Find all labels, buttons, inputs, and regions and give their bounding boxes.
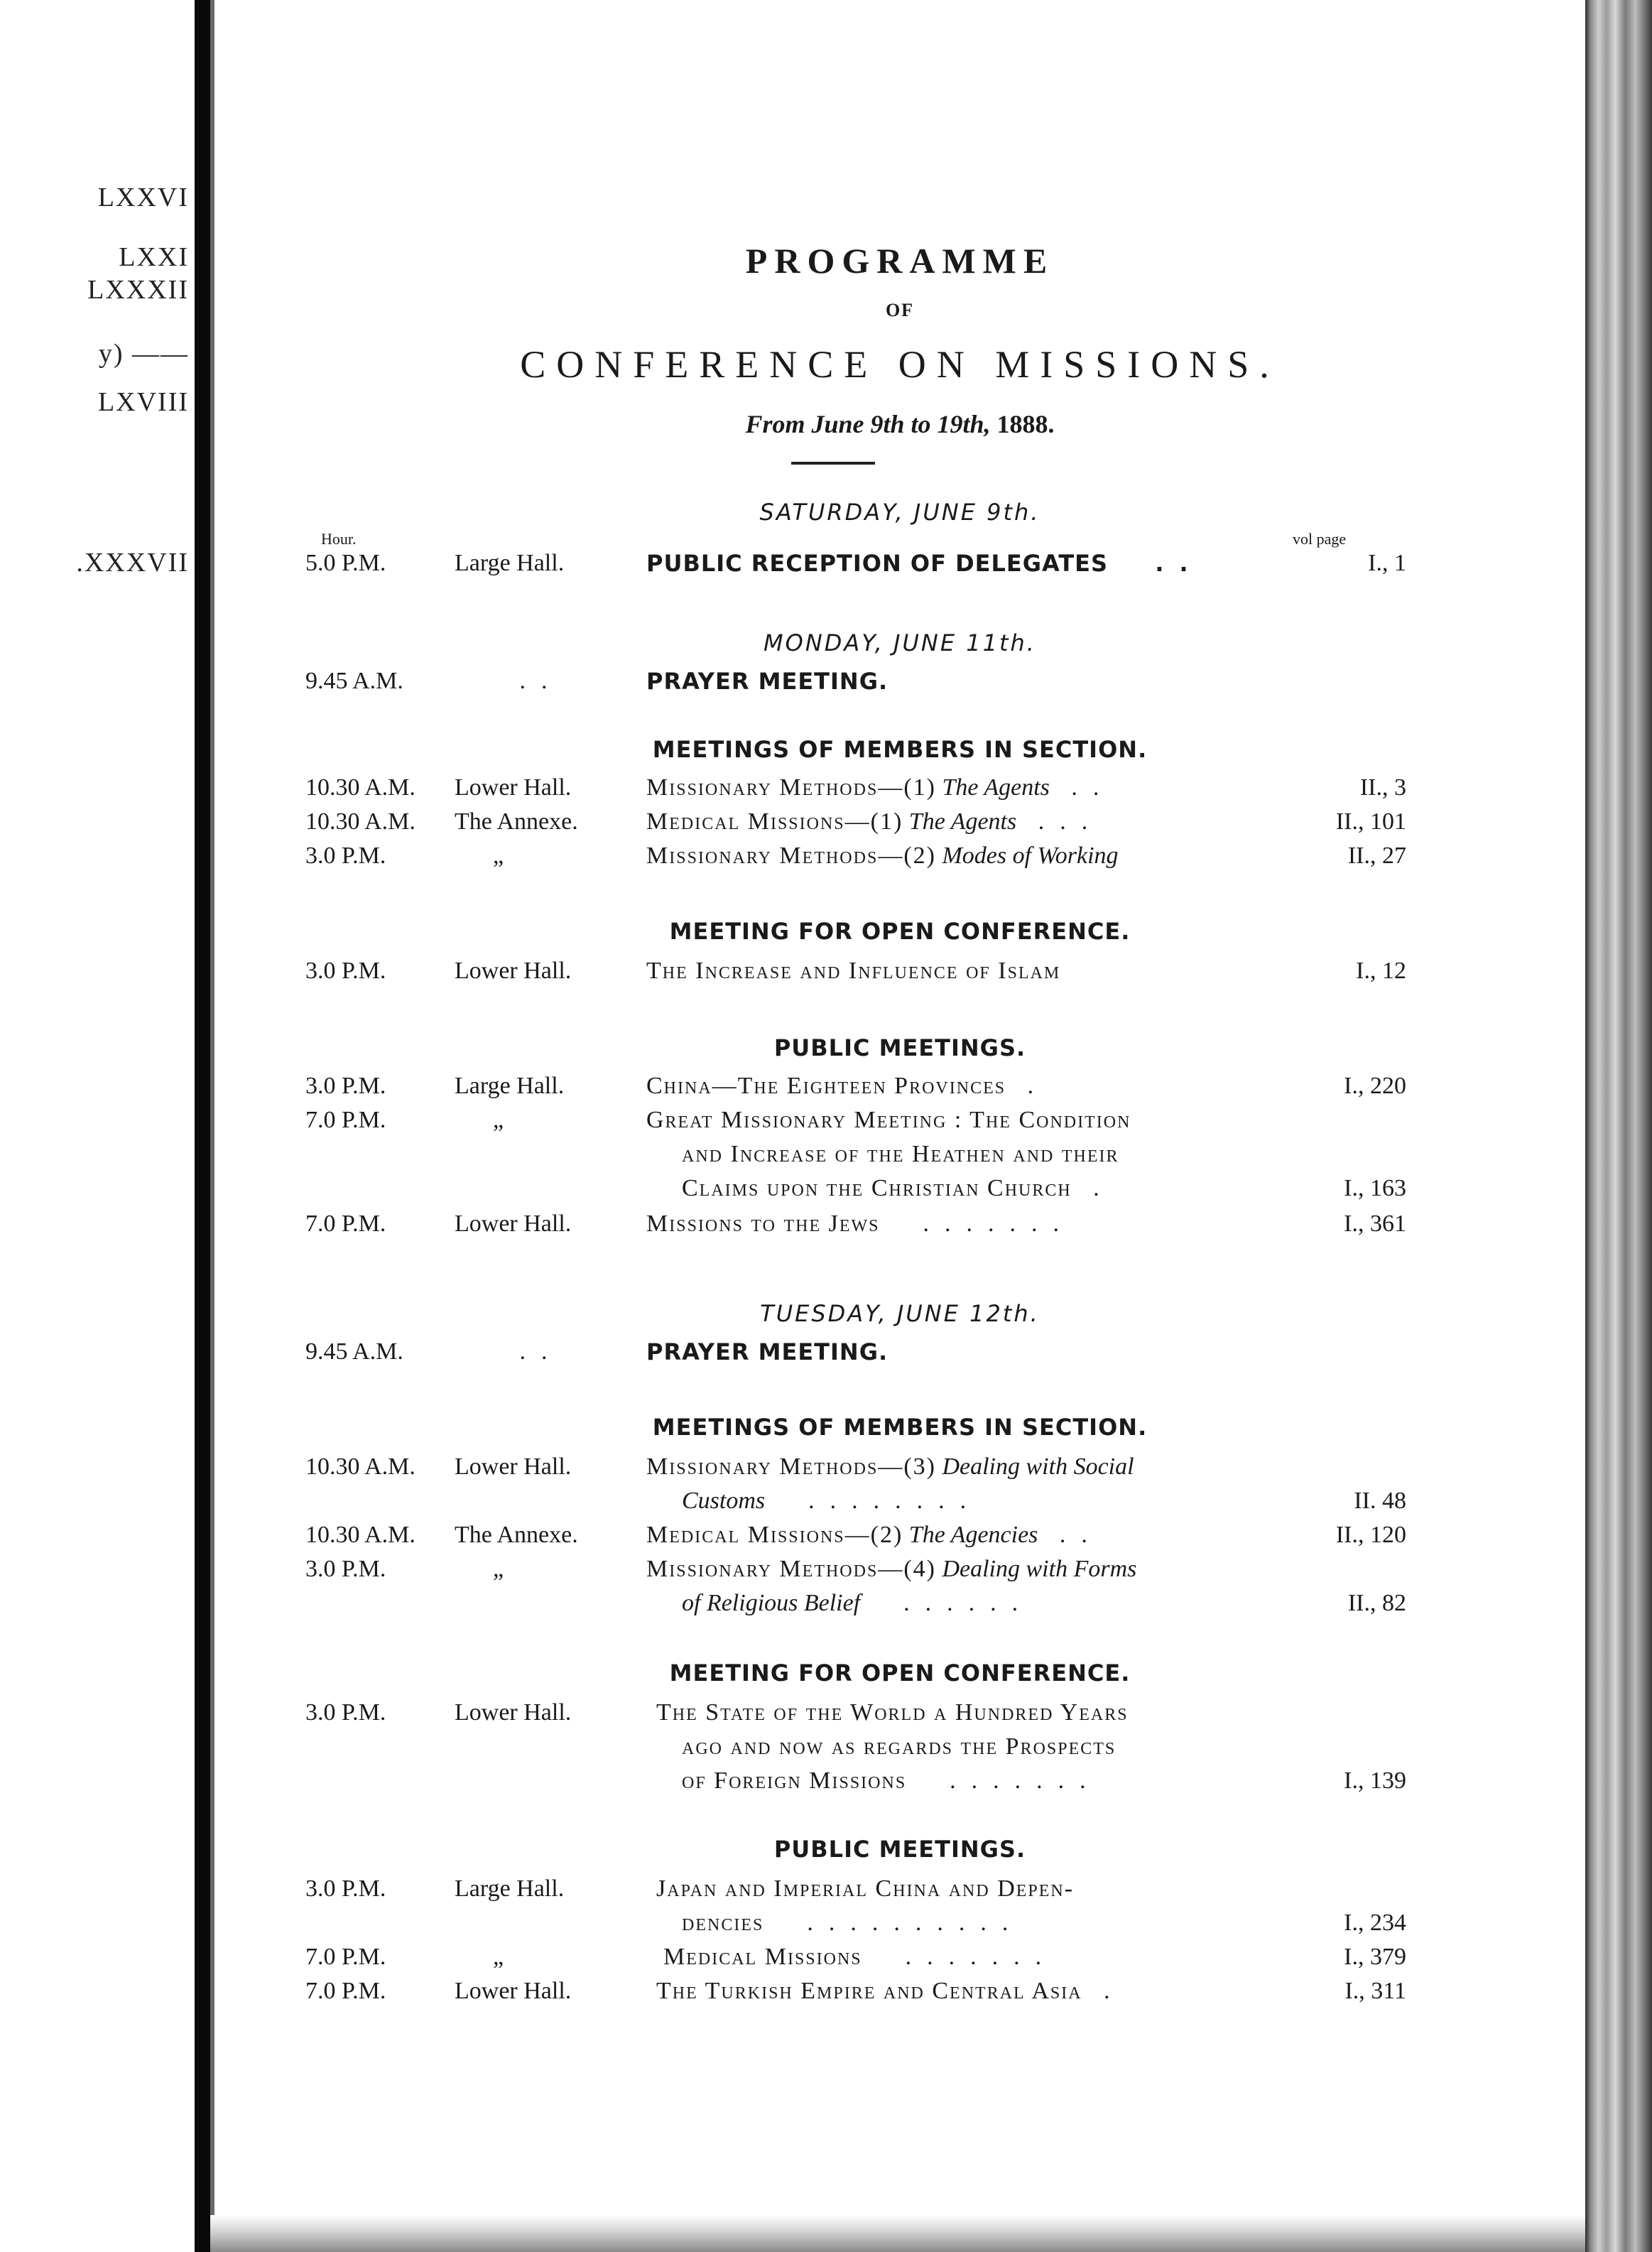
row-topic: Modes of Working [942, 843, 1119, 869]
row-time: 7.0 P.M. [305, 1211, 386, 1237]
row-ref: I., 139 [1344, 1768, 1406, 1794]
row-time: 3.0 P.M. [305, 843, 386, 869]
row-topic: The Agencies [908, 1522, 1038, 1548]
row-time: 10.30 A.M. [305, 774, 415, 801]
row-title-line: of Foreign Missions ....... [682, 1768, 1102, 1794]
row-place: „ [493, 1556, 504, 1582]
row-title: Missionary Methods—(1) The Agents .. [646, 774, 1115, 801]
row-topic-line: of Religious Belief [682, 1590, 861, 1616]
row-place: Lower Hall. [455, 1211, 572, 1237]
title-connector: OF [885, 300, 915, 320]
row-time: 7.0 P.M. [305, 1978, 386, 2004]
row-place-dots: .. [455, 1338, 563, 1365]
section-heading: MEETING FOR OPEN CONFERENCE. [669, 918, 1131, 945]
row-time: 10.30 A.M. [305, 1453, 415, 1480]
row-ref: II., 3 [1359, 774, 1406, 801]
row-place: Lower Hall. [455, 958, 572, 984]
section-heading: MEETINGS OF MEMBERS IN SECTION. [652, 1414, 1148, 1441]
row-title-text: Medical Missions [663, 1944, 862, 1970]
row-title-text: Missions to the Jews [646, 1211, 880, 1237]
row-title: The Turkish Empire and Central Asia . [656, 1978, 1126, 2004]
row-time: 3.0 P.M. [305, 1073, 386, 1099]
row-title: China—The Eighteen Provinces . [646, 1073, 1050, 1099]
book-gutter-shadow [210, 0, 214, 2252]
section-heading: PUBLIC MEETINGS. [773, 1836, 1026, 1863]
margin-numeral: LXXVI [97, 183, 189, 212]
row-title-line-text: of Foreign Missions [682, 1768, 907, 1794]
row-place: Large Hall. [455, 1073, 565, 1099]
row-title-line-text: dencies [682, 1910, 764, 1936]
row-title-text: Medical Missions—(1) [646, 808, 903, 835]
margin-numeral: LXXXII [87, 275, 189, 305]
row-ref: II., 120 [1335, 1522, 1406, 1548]
row-title-line-text: Claims upon the Christian Church [682, 1175, 1072, 1201]
row-title-text: Missionary Methods—(4) [646, 1556, 936, 1582]
row-place: Large Hall. [455, 1875, 565, 1902]
row-ref: I., 12 [1356, 958, 1406, 984]
dates-text: From June 9th to 19th, [745, 410, 991, 438]
row-ref: I., 220 [1344, 1073, 1406, 1099]
book-gutter [195, 0, 210, 2252]
row-title-text: Missionary Methods—(1) [646, 774, 936, 801]
row-topic: Dealing with Social [942, 1453, 1134, 1480]
row-title-text: Missionary Methods—(3) [646, 1453, 936, 1480]
row-time: 9.45 A.M. [305, 668, 403, 694]
row-title: PRAYER MEETING. [646, 1338, 889, 1365]
row-place: Lower Hall. [455, 1978, 572, 2004]
row-time: 10.30 A.M. [305, 1522, 415, 1548]
row-topic: Dealing with Forms [942, 1556, 1137, 1582]
row-title: Great Missionary Meeting : The Condition [646, 1107, 1131, 1133]
row-title-text: Missionary Methods—(2) [646, 843, 936, 869]
row-time: 3.0 P.M. [305, 1875, 386, 1902]
row-topic: The Agents [908, 808, 1017, 835]
row-title [646, 843, 1357, 870]
row-title-line: of Religious Belief ...... [682, 1590, 1034, 1616]
page-subtitle: CONFERENCE ON MISSIONS. [520, 343, 1280, 386]
row-place: Lower Hall. [455, 774, 572, 801]
row-title: Missions to the Jews ....... [646, 1211, 1075, 1237]
section-heading: PUBLIC MEETINGS. [773, 1034, 1026, 1061]
section-heading: MEETING FOR OPEN CONFERENCE. [669, 1660, 1131, 1687]
margin-numeral: LXVIII [97, 387, 189, 417]
row-topic: The Agents [942, 774, 1050, 801]
row-place: Lower Hall. [455, 1699, 572, 1726]
day-heading-saturday: SATURDAY, JUNE 9th. [759, 499, 1040, 526]
conference-dates [214, 409, 1585, 439]
row-topic-line: Customs [682, 1488, 766, 1514]
row-title: Medical Missions—(2) The Agencies .. [646, 1522, 1103, 1548]
row-place: „ [493, 1107, 504, 1133]
row-title: The Increase and Influence of Islam [646, 958, 1061, 984]
title-rule [791, 462, 875, 465]
row-time: 3.0 P.M. [305, 1699, 386, 1726]
row-title: Medical Missions—(1) The Agents ... [646, 808, 1104, 835]
margin-numeral: .XXXVII [76, 548, 189, 578]
row-title: Japan and Imperial China and Depen- [656, 1875, 1075, 1902]
day-heading-tuesday: TUESDAY, JUNE 12th. [760, 1300, 1040, 1327]
row-title [646, 1556, 1357, 1583]
margin-numeral: y) —— [98, 339, 189, 369]
row-place: Lower Hall. [455, 1453, 572, 1480]
row-ref: I., 163 [1344, 1175, 1406, 1201]
row-title-line: Claims upon the Christian Church . [682, 1175, 1115, 1201]
facing-page [0, 0, 195, 2252]
page-title: PROGRAMME [745, 241, 1055, 281]
row-ref: I., 379 [1344, 1944, 1406, 1970]
row-title: The State of the World a Hundred Years [656, 1699, 1129, 1726]
row-ref: I., 311 [1344, 1978, 1406, 2004]
margin-numeral: LXXI [119, 242, 189, 272]
row-ref: I., 1 [1368, 550, 1406, 576]
row-title-text: The Turkish Empire and Central Asia [656, 1978, 1082, 2004]
row-time: 7.0 P.M. [305, 1107, 386, 1133]
row-place: Large Hall. [455, 550, 565, 576]
row-time: 5.0 P.M. [305, 550, 386, 576]
day-heading-monday: MONDAY, JUNE 11th. [763, 629, 1036, 656]
row-place: The Annexe. [455, 808, 578, 835]
column-head-hour: Hour. [321, 530, 357, 548]
row-ref: II. 48 [1354, 1488, 1406, 1514]
section-heading: MEETINGS OF MEMBERS IN SECTION. [652, 736, 1148, 763]
row-time: 10.30 A.M. [305, 808, 415, 835]
row-title-line: and Increase of the Heathen and their [682, 1141, 1119, 1167]
row-ref: II., 101 [1335, 808, 1406, 835]
row-place: „ [493, 1944, 504, 1970]
dates-year: 1888. [996, 410, 1055, 438]
row-title-line: dencies .......... [682, 1910, 1024, 1936]
row-title: Medical Missions ....... [663, 1944, 1058, 1970]
row-title-line: ago and now as regards the Prospects [682, 1733, 1116, 1760]
row-ref: I., 361 [1344, 1211, 1406, 1237]
row-title: PRAYER MEETING. [646, 668, 889, 695]
row-title [646, 1453, 1357, 1480]
row-title-text: Medical Missions—(2) [646, 1522, 903, 1548]
row-place: The Annexe. [455, 1522, 578, 1548]
page-bottom-edge [210, 2215, 1585, 2252]
row-place: „ [493, 843, 504, 869]
row-place-dots: .. [455, 668, 563, 694]
row-title-line: Customs ........ [682, 1488, 982, 1514]
row-ref: II., 82 [1347, 1590, 1406, 1616]
column-head-vol-page: vol page [1293, 530, 1347, 548]
row-ref: II., 27 [1347, 843, 1406, 869]
row-time: 3.0 P.M. [305, 1556, 386, 1582]
row-title-text: PUBLIC RECEPTION OF DELEGATES [646, 550, 1109, 577]
row-title-text: China—The Eighteen Provinces [646, 1073, 1006, 1099]
row-title: PUBLIC RECEPTION OF DELEGATES .. [646, 550, 1204, 577]
row-time: 3.0 P.M. [305, 958, 386, 984]
row-time: 9.45 A.M. [305, 1338, 403, 1365]
row-time: 7.0 P.M. [305, 1944, 386, 1970]
row-ref: I., 234 [1344, 1910, 1406, 1936]
page-edges [1585, 0, 1652, 2252]
